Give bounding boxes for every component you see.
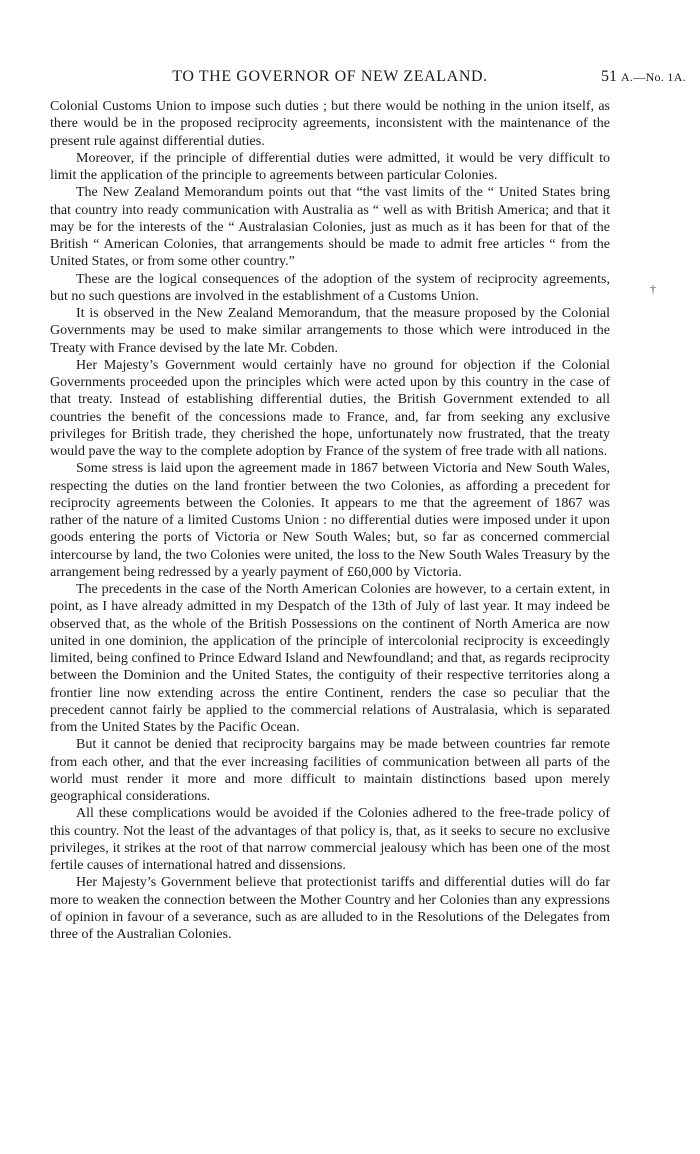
page-header bbox=[50, 68, 686, 92]
page-number: 51 bbox=[601, 68, 617, 85]
margin-mark-icon: † bbox=[650, 282, 656, 296]
paragraph: All these complications would be avoided if the Colonies adhered to the free-trade policy of this country. Not the least of the advantages of that policy is, that, as it seeks to secure no exclusive privileges, it strikes at the root of that narrow commercial jealousy which has been one of the most fertile causes of international hatred and dissensions. bbox=[50, 806, 610, 873]
running-title: TO THE GOVERNOR OF NEW ZEALAND. bbox=[172, 68, 488, 85]
paragraph: These are the logical consequences of the adoption of the system of reciprocity agreements, but no such questions are involved in the establishment of a Customs Union. bbox=[50, 271, 610, 304]
paragraph: But it cannot be denied that reciprocity bargains may be made between countries far remote from each other, and that the ever increasing facilities of communication between all parts of the world must render it more and more difficult to maintain distinctions based upon merely geographical considerations. bbox=[50, 737, 610, 804]
paragraph: Moreover, if the principle of differential duties were admitted, it would be very difficult to limit the application of the principle to agreements between particular Colonies. bbox=[50, 150, 610, 183]
folio bbox=[601, 68, 686, 86]
paragraph: The precedents in the case of the North American Colonies are however, to a certain extent, in point, as I have already admitted in my Despatch of the 13th of July of last year. It may indeed be observed that, as the whole of the British Possessions on the continent of North America are now united in one dominion, the application of the principle of intercolonial reciprocity is exceedingly limited, being confined to Prince Edward Island and Newfoundland; and that, as regards reciprocity between the Dominion and the United States, the contiguity of their respective territories along a frontier line now extending across the entire Continent, renders the case so peculiar that the precedent cannot fairly be applied to the commercial relations of Australasia, which is separated from the United States by the Pacific Ocean. bbox=[50, 582, 610, 735]
paragraph: Her Majesty’s Government would certainly have no ground for objection if the Colonial Governments proceeded upon the principles which were acted upon by this country in the case of that treaty. Instead of establishing differential duties, the British Government extended to all countries the benefit of the concessions made to France, and, far from seeking any exclusive privileges for British trade, they cherished the hope, unfortunately now frustrated, that the treaty would pave the way to the complete adoption by France of the system of free trade with all nations. bbox=[50, 357, 610, 459]
series-reference: A.—No. 1A. bbox=[621, 70, 686, 84]
paragraph: Her Majesty’s Government believe that protectionist tariffs and differential duties will do far more to weaken the connection between the Mother Country and her Colonies than any expressions of opinion in favour of a severance, such as are alluded to in the Resolutions of the Delegates from three of the Australian Colonies. bbox=[50, 875, 610, 942]
paragraph: Some stress is laid upon the agreement made in 1867 between Victoria and New South Wales, respecting the duties on the land frontier between the two Colonies, as affording a precedent for reciprocity agreements between the Colonies. It appears to me that the agreement of 1867 was rather of the nature of a limited Customs Union : no differential duties were imposed under it upon goods entering the ports of Victoria or New South Wales; but, so far as concerned commercial intercourse by land, the two Colonies were united, the loss to the New South Wales Treasury by the arrangement being redressed by a yearly payment of £60,000 by Victoria. bbox=[50, 461, 610, 580]
paragraph: It is observed in the New Zealand Memorandum, that the measure proposed by the Colonial Governments may be used to make similar arrangements to those which were introduced in the Treaty with France devised by the late Mr. Cobden. bbox=[50, 306, 610, 356]
paragraph: The New Zealand Memorandum points out that “the vast limits of the “ United States bring that country into ready communication with Australia as “ well as with British America; and that it may be for the interests of the “ Australasian Colonies, just as much as it has been for that of the British “ American Colonies, that arrangements should be made to admit free articles “ from the United States, or from some other country.” bbox=[50, 185, 610, 270]
paragraph: Colonial Customs Union to impose such duties ; but there would be nothing in the union itself, as there would be in the proposed reciprocity agreements, inconsistent with the maintenance of the present rule against differential duties. bbox=[50, 99, 610, 149]
body-text bbox=[50, 98, 610, 943]
